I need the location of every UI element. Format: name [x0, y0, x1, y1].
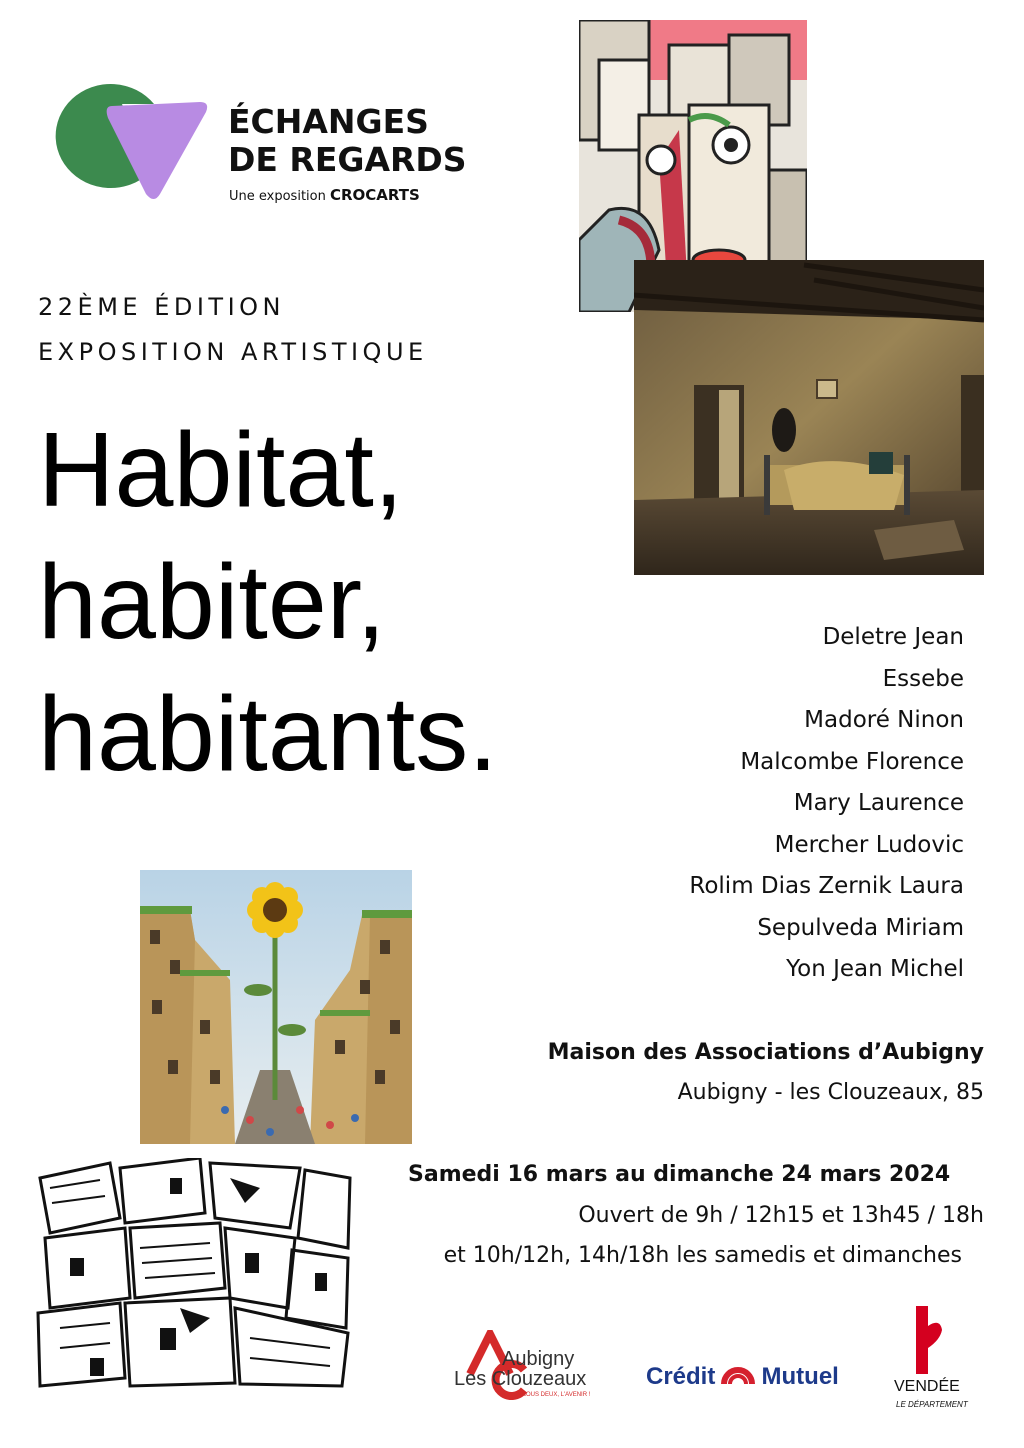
sponsor-aubigny-tag: À NOUS DEUX, L'AVENIR !: [516, 1392, 591, 1398]
sponsor-aubigny-bottom: Les Clouzeaux: [454, 1368, 587, 1390]
logo-subtitle-text: Une exposition: [229, 189, 326, 204]
venue-name: Maison des Associations d’Aubigny: [547, 1040, 984, 1065]
artist-name: Madoré Ninon: [804, 707, 964, 733]
edition-label: EXPOSITION ARTISTIQUE: [38, 338, 428, 366]
opening-hours-weekday: Ouvert de 9h / 12h15 et 13h45 / 18h: [578, 1203, 984, 1228]
artist-list: [689, 617, 964, 991]
venue-city: Aubigny - les Clouzeaux, 85: [677, 1080, 984, 1105]
logo-subtitle: [229, 186, 420, 204]
art-sketch: [30, 1158, 358, 1390]
echanges-de-regards-logo-icon: [50, 56, 210, 206]
vendee-heart-icon: [892, 1306, 966, 1374]
title-line-1: Habitat,: [38, 411, 404, 529]
sponsor-vendee-sub: LE DÉPARTEMENT: [896, 1400, 968, 1409]
logo-title-line2: DE REGARDS: [228, 140, 467, 179]
title-line-2: habiter,: [38, 543, 386, 661]
edition-number: 22ÈME ÉDITION: [38, 293, 286, 321]
sponsor-credit-mutuel-logo: [646, 1358, 839, 1398]
artist-name: Deletre Jean: [822, 624, 964, 650]
logo-title-line1: ÉCHANGES: [228, 102, 429, 141]
sponsor-aubigny-logo: [452, 1330, 612, 1402]
sponsor-cm-left: Crédit: [646, 1363, 716, 1390]
title-line-3: habitants.: [38, 675, 498, 793]
art-abandoned-room: [634, 260, 984, 575]
artist-name: Yon Jean Michel: [786, 956, 964, 982]
sponsor-vendee-name: VENDÉE: [894, 1378, 960, 1395]
artist-name: Mercher Ludovic: [774, 831, 964, 858]
exhibition-dates: Samedi 16 mars au dimanche 24 mars 2024: [408, 1162, 951, 1187]
sponsor-vendee-logo: [892, 1306, 966, 1416]
sponsor-aubigny-top: Aubigny: [502, 1348, 575, 1370]
artist-name: Essebe: [882, 665, 964, 692]
art-sunflower: [140, 870, 412, 1144]
artist-name: Rolim Dias Zernik Laura: [689, 873, 964, 899]
sponsor-cm-right: Mutuel: [761, 1363, 839, 1390]
opening-hours-weekend: et 10h/12h, 14h/18h les samedis et dimanches: [443, 1243, 962, 1268]
logo-brand: CROCARTS: [329, 186, 420, 204]
artist-name: Malcombe Florence: [740, 748, 964, 775]
credit-mutuel-emblem-icon: [720, 1358, 756, 1388]
artist-name: Mary Laurence: [793, 790, 964, 816]
artist-name: Sepulveda Miriam: [757, 914, 964, 941]
